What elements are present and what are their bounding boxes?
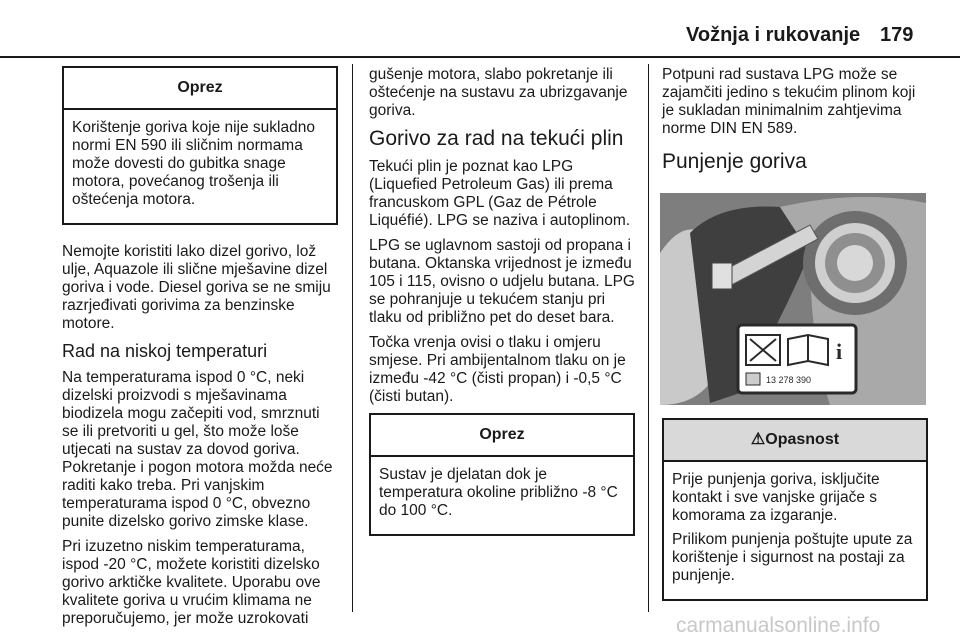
- caution-box-text: Sustav je djelatan dok je temperatura okoline približno -8 °C do 100 °C.: [379, 466, 618, 519]
- paragraph-diesel-mix: Nemojte koristiti lako dizel gorivo, lož ulje, Aquazole ili slične mješavine dizel goriva i vode. Diesel goriva se ne smiju razrjeđivati gorivima za benzinske motore.: [62, 243, 331, 332]
- column-2: [369, 66, 635, 536]
- column-3: [662, 66, 928, 181]
- image-label: 13 278 390: [766, 375, 812, 385]
- danger-box-title: Opasnost: [765, 431, 840, 448]
- page-header-title: Vožnja i rukovanje: [686, 24, 861, 46]
- paragraph-low-temperature: Na temperaturama ispod 0 °C, neki dizelski proizvodi s mješavinama biodizela mogu začepiti vod, smrznuti se ili pretvoriti u gel, što može loše utjecati na sustav za dovod goriva. Pokretanje i pogon motora možda neće raditi kako treba. Pri vanjskim temperaturama ispod 0 °C, obvezno punite dizelsko gorivo zimske klase.: [62, 369, 333, 530]
- column-divider-2: [648, 64, 649, 612]
- danger-box-header: [664, 420, 926, 462]
- danger-box-text-1: Prije punjenja goriva, isključite kontakt i sve vanjske grijače s komorama za izgaranje.: [672, 471, 880, 524]
- column-1: [62, 66, 338, 635]
- paragraph-continuation: gušenje motora, slabo pokretanje ili oštećenje na sustavu za ubrizgavanje goriva.: [369, 66, 628, 119]
- caution-box-fuel-norm: [62, 66, 338, 225]
- caution-box-lpg-temperature: [369, 413, 635, 536]
- paragraph-lpg-intro: Tekući plin je poznat kao LPG (Liquefied Petroleum Gas) ili prema francuskom GPL (Gaz de Pétrole Liquéfié). LPG se naziva i autoplinom.: [369, 158, 631, 229]
- caution-box-title: Oprez: [371, 415, 633, 457]
- caution-box-title: Oprez: [64, 68, 336, 110]
- warning-triangle-icon: ⚠: [750, 431, 766, 448]
- page-number: 179: [880, 24, 914, 46]
- column-divider-1: [352, 64, 353, 612]
- svg-text:i: i: [836, 339, 843, 364]
- paragraph-lpg-boiling-point: Točka vrenja ovisi o tlaku i omjeru smjese. Pri ambijentalnom tlaku on je između -42 °C (čisti propan) i -0,5 °C (čisti butan).: [369, 334, 626, 405]
- paragraph-lpg-composition: LPG se uglavnom sastoji od propana i butana. Oktanska vrijednost je između 105 i 115, ovisno o udjelu butana. LPG se pohranjuje u tekućem stanju pri tlaku od približno pet do deset bara.: [369, 237, 635, 326]
- paragraph-lpg-norm: Potpuni rad sustava LPG može se zajamčiti jedino s tekućim plinom koji je sukladan minimalnim zahtjevima norme DIN EN 589.: [662, 66, 916, 137]
- danger-box-text-2: Prilikom punjenja poštujte upute za korištenje i sigurnost na postaji za punjenje.: [672, 531, 913, 584]
- section-heading-refuelling: Punjenje goriva: [662, 150, 807, 173]
- fuel-filler-flap-illustration: [660, 193, 926, 405]
- section-heading-lpg: Gorivo za rad na tekući plin: [369, 127, 624, 150]
- danger-box-refuelling: [662, 418, 928, 601]
- header-divider: [0, 56, 960, 58]
- section-heading-low-temperature: Rad na niskoj temperaturi: [62, 341, 268, 361]
- watermark: carmanualsonline.info: [676, 614, 881, 637]
- caution-box-text: Korištenje goriva koje nije sukladno normi EN 590 ili sličnim normama može dovesti do gubitka snage motora, povećanog trošenja ili oštećenja motora.: [72, 119, 315, 208]
- column-3-lower: [662, 418, 928, 601]
- paragraph-arctic-diesel: Pri izuzetno niskim temperaturama, ispod -20 °C, možete koristiti dizelsko gorivo arktičke kvalitete. Uporabu ove kvalitete goriva u vrućim klimama ne preporučujemo, jer može uzrokovati: [62, 538, 321, 627]
